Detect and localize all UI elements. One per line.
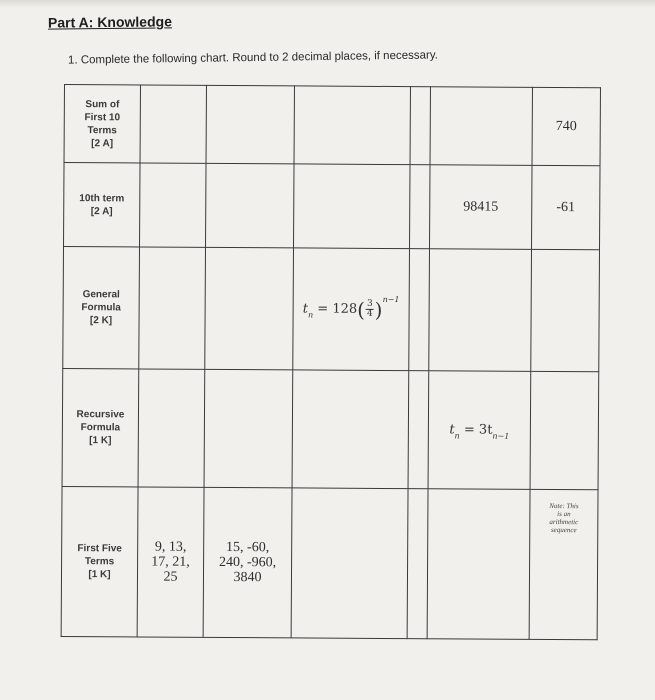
terms-line: 25 <box>163 569 178 585</box>
label-line: First 10 <box>84 111 121 123</box>
formula-exponent: n−1 <box>382 294 400 305</box>
terms-line: 240, -960, <box>218 554 277 571</box>
label-line: Sum of <box>85 98 120 110</box>
terms-line: 17, 21, <box>151 554 190 570</box>
formula-subscript: n <box>454 431 460 441</box>
label-line: 10th term <box>79 192 125 204</box>
cell[interactable] <box>409 249 430 371</box>
fraction-denominator: 4 <box>366 308 373 319</box>
label-line: Formula <box>81 302 121 314</box>
cell[interactable] <box>294 164 411 249</box>
label-line: First Five <box>77 543 122 555</box>
sequence-chart <box>61 84 601 640</box>
label-line: [2 K] <box>89 315 113 327</box>
formula-t: t <box>449 422 455 438</box>
cell[interactable] <box>530 371 599 489</box>
part-heading: Part A: Knowledge <box>47 13 173 31</box>
formula-subscript-2: n−1 <box>492 431 510 441</box>
cell[interactable] <box>140 163 207 247</box>
formula-t: t <box>302 301 309 317</box>
recursive-formula <box>429 422 530 441</box>
question-instruction: 1. Complete the following chart. Round to 2 decimal places, if necessary. <box>67 49 438 67</box>
cell[interactable] <box>291 488 408 639</box>
cell[interactable] <box>292 370 409 489</box>
row-label-recursive <box>62 368 139 486</box>
fraction-numerator: 3 <box>366 298 373 309</box>
note-line: is an <box>557 510 571 519</box>
paren-open: ( <box>357 297 366 322</box>
cell-first-five-arith[interactable] <box>137 487 204 637</box>
tenth-term-value: 98415 <box>463 199 499 215</box>
formula-equals: = <box>317 301 329 317</box>
formula-coefficient: 3t <box>478 422 493 438</box>
formula-coefficient: 128 <box>332 301 358 317</box>
terms-line: 3840 <box>233 570 262 586</box>
row-recursive-formula <box>62 368 599 489</box>
label-line: Terms <box>87 124 117 136</box>
formula-subscript: n <box>307 310 314 320</box>
cell[interactable] <box>206 85 294 164</box>
label-line: [2 A] <box>90 205 113 217</box>
cell-first-five-geom[interactable] <box>203 487 292 638</box>
paren-close: ) <box>374 297 383 322</box>
label-line: General <box>82 289 120 301</box>
cell[interactable] <box>204 369 293 488</box>
cell[interactable] <box>531 249 600 371</box>
label-line: Formula <box>80 422 121 434</box>
row-label-general <box>63 247 140 369</box>
note-line: sequence <box>550 525 577 535</box>
chart-sheet <box>61 84 600 639</box>
row-sum-first-10 <box>64 85 600 166</box>
row-label-sum <box>64 85 140 163</box>
cell[interactable] <box>140 85 206 163</box>
cell-note[interactable] <box>529 489 598 639</box>
label-line: [1 K] <box>88 569 111 581</box>
row-label-tenth <box>64 163 141 247</box>
cell[interactable] <box>139 247 206 369</box>
general-formula <box>294 294 409 322</box>
page-top-edge <box>0 0 655 8</box>
cell[interactable] <box>138 369 205 487</box>
cell-tenth-value[interactable] <box>430 165 533 250</box>
formula-fraction <box>366 300 374 319</box>
cell[interactable] <box>429 249 532 372</box>
cell-recursive-formula[interactable] <box>428 371 531 490</box>
formula-equals: = <box>463 422 475 438</box>
sum-value: 740 <box>555 119 577 135</box>
terms-line: 9, 13, <box>154 539 187 555</box>
cell[interactable] <box>430 87 532 166</box>
label-line: Terms <box>84 556 115 568</box>
cell[interactable] <box>294 86 410 165</box>
cell[interactable] <box>408 371 429 489</box>
label-line: [1 K] <box>89 435 112 447</box>
note-line: Note: This <box>549 501 579 511</box>
tenth-term-value-2: -61 <box>556 200 576 216</box>
note-line: arithmetic <box>549 517 579 527</box>
arithmetic-note <box>530 502 597 534</box>
cell-sum-value[interactable] <box>532 87 600 165</box>
label-line: Recursive <box>76 409 125 421</box>
cell-tenth-value-2[interactable] <box>531 165 600 249</box>
row-tenth-term <box>64 163 601 250</box>
cell[interactable] <box>410 165 431 249</box>
terms-line: 15, -60, <box>226 539 270 556</box>
cell[interactable] <box>407 489 428 639</box>
row-label-first-five <box>61 486 138 636</box>
cell-general-formula[interactable] <box>293 248 410 371</box>
row-general-formula <box>63 247 600 372</box>
cell[interactable] <box>427 489 530 640</box>
cell[interactable] <box>206 163 295 248</box>
cell[interactable] <box>205 247 294 370</box>
cell[interactable] <box>410 87 430 165</box>
label-line: [2 A] <box>91 137 114 149</box>
row-first-five-terms <box>61 486 598 639</box>
